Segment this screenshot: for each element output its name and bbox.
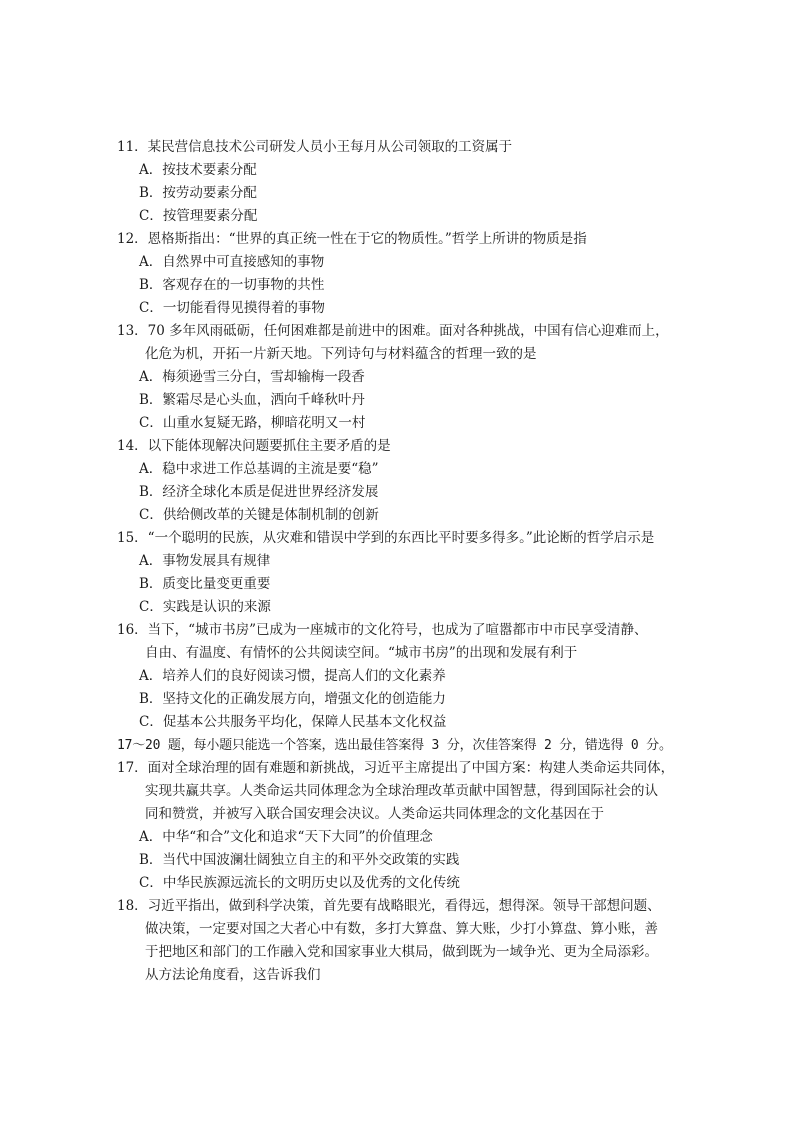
question-stem: 12．恩格斯指出：“世界的真正统一性在于它的物质性。”哲学上所讲的物质是指 — [117, 231, 587, 247]
option-a: A．稳中求进工作总基调的主流是要“稳” — [139, 461, 379, 477]
option-c: C．供给侧改革的关键是体制机制的创新 — [139, 507, 379, 523]
option-a: A．按技术要素分配 — [139, 162, 257, 178]
option-a: A．事物发展具有规律 — [139, 553, 271, 569]
option-b: B．坚持文化的正确发展方向，增强文化的创造能力 — [139, 691, 446, 707]
question-12 — [0, 228, 794, 320]
question-stem-continued: 化危为机，开拓一片新天地。下列诗句与材料蕴含的哲理一致的是 — [145, 346, 537, 362]
option-c: C．中华民族源远流长的文明历史以及优秀的文化传统 — [139, 875, 460, 891]
option-b: B．按劳动要素分配 — [139, 185, 257, 201]
option-c: C．实践是认识的来源 — [139, 599, 271, 615]
option-c: C．促基本公共服务平均化，保障人民基本文化权益 — [139, 714, 447, 730]
option-b: B．经济全球化本质是促进世界经济发展 — [139, 484, 379, 500]
option-c: C．山重水复疑无路，柳暗花明又一村 — [139, 415, 366, 431]
question-15 — [0, 527, 794, 619]
option-a: A．自然界中可直接感知的事物 — [139, 254, 325, 270]
question-16 — [0, 619, 794, 734]
question-14 — [0, 435, 794, 527]
question-17 — [0, 757, 794, 895]
option-b: B．客观存在的一切事物的共性 — [139, 277, 325, 293]
option-a: A．梅须逊雪三分白，雪却输梅一段香 — [139, 369, 365, 385]
option-b: B．繁霜尽是心头血，洒向千峰秋叶丹 — [139, 392, 365, 408]
question-stem-continued: 做决策，一定要对国之大者心中有数，多打大算盘、算大账，少打小算盘、算小账，善 — [145, 921, 658, 937]
question-stem: 18．习近平指出，做到科学决策，首先要有战略眼光，看得远，想得深。领导干部想问题、 — [117, 898, 661, 914]
question-11 — [0, 136, 794, 228]
question-stem-continued: 同和赞赏，并被写入联合国安理会决议。人类命运共同体理念的文化基因在于 — [145, 806, 604, 822]
question-18 — [0, 895, 794, 987]
question-13 — [0, 320, 794, 435]
option-a: A．中华“和合”文化和追求“天下大同”的价值理念 — [139, 829, 433, 845]
option-a: A．培养人们的良好阅读习惯，提高人们的文化素养 — [139, 668, 446, 684]
question-stem: 16．当下，“城市书房”已成为一座城市的文化符号，也成为了喧嚣都市中市民享受清静、 — [117, 622, 648, 638]
question-stem: 14．以下能体现解决问题要抓住主要矛盾的是 — [117, 438, 391, 454]
question-stem: 15．“一个聪明的民族，从灾难和错误中学到的东西比平时要多得多。”此论断的哲学启示是 — [117, 530, 655, 546]
exam-page — [0, 136, 794, 987]
option-c: C．一切能看得见摸得着的事物 — [139, 300, 325, 316]
question-stem: 13．70 多年风雨砥砺，任何困难都是前进中的困难。面对各种挑战，中国有信心迎难而上， — [117, 323, 669, 339]
question-stem-continued: 实现共赢共享。人类命运共同体理念为全球治理改革贡献中国智慧，得到国际社会的认 — [145, 783, 658, 799]
question-stem: 17．面对全球治理的固有难题和新挑战，习近平主席提出了中国方案：构建人类命运共同体， — [117, 760, 675, 776]
section-instructions: 17～20 题，每小题只能选一个答案，选出最佳答案得 3 分，次佳答案得 2 分，错选得 0 分。 — [117, 738, 672, 753]
option-b: B．质变比量变更重要 — [139, 576, 271, 592]
option-c: C．按管理要素分配 — [139, 208, 258, 224]
question-stem-continued: 从方法论角度看，这告诉我们 — [145, 967, 321, 983]
question-stem-continued: 于把地区和部门的工作融入党和国家事业大棋局，做到既为一域争光、更为全局添彩。 — [145, 944, 658, 960]
question-stem-continued: 自由、有温度、有情怀的公共阅读空间。“城市书房”的出现和发展有利于 — [145, 645, 578, 661]
question-stem: 11．某民营信息技术公司研发人员小王每月从公司领取的工资属于 — [117, 139, 513, 155]
option-b: B．当代中国波澜壮阔独立自主的和平外交政策的实践 — [139, 852, 460, 868]
